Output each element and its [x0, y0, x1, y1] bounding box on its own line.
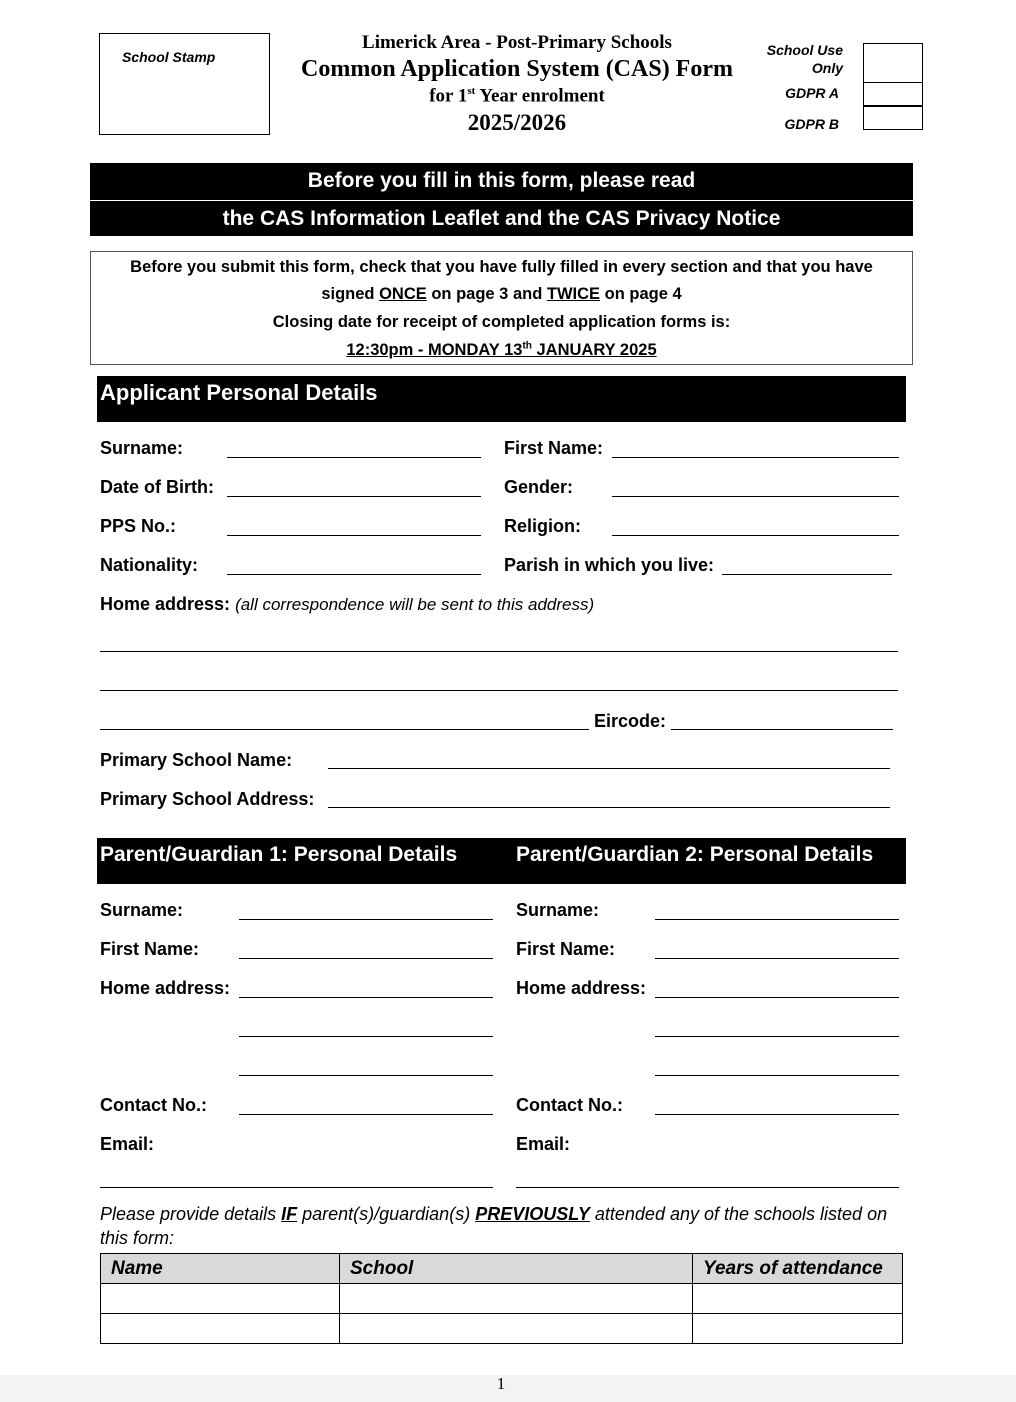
- gdpr-a-box[interactable]: [863, 82, 923, 106]
- pps-field[interactable]: [227, 535, 481, 536]
- dob-field[interactable]: [227, 496, 481, 497]
- table-cell-school[interactable]: [340, 1314, 693, 1344]
- parent2-address-line-2[interactable]: [655, 1036, 899, 1037]
- primary-school-address-field[interactable]: [328, 807, 890, 808]
- school-use-box[interactable]: [863, 43, 923, 83]
- primary-school-name-field[interactable]: [328, 768, 890, 769]
- col-name-header: Name: [101, 1254, 340, 1284]
- gdpr-a-label: GDPR A: [785, 85, 839, 101]
- surname-field[interactable]: [227, 457, 481, 458]
- parent2-address-line-1[interactable]: [655, 997, 899, 998]
- page-number: 1: [496, 1374, 506, 1393]
- applicant-section-title: Applicant Personal Details: [100, 380, 378, 405]
- school-use-label: School Use: [766, 42, 843, 58]
- home-address-label: Home address: (all correspondence will be sent to this address): [100, 594, 595, 614]
- parish-label: Parish in which you live:: [504, 555, 715, 575]
- first-name-field[interactable]: [612, 457, 899, 458]
- parents-section-header: [97, 838, 906, 884]
- dob-label: Date of Birth:: [100, 477, 214, 497]
- primary-school-name-label: Primary School Name:: [100, 750, 293, 770]
- gender-label: Gender:: [504, 477, 574, 497]
- parent2-contact-field[interactable]: [655, 1114, 899, 1115]
- col-school-header: School: [340, 1254, 693, 1284]
- parent1-contact-field[interactable]: [239, 1114, 493, 1115]
- gender-field[interactable]: [612, 496, 899, 497]
- col-years-header: Years of attendance: [693, 1254, 903, 1284]
- first-name-label: First Name:: [504, 438, 604, 458]
- parent2-email-field[interactable]: [516, 1187, 899, 1188]
- title-line-3: for 1st Year enrolment: [429, 85, 605, 107]
- religion-field[interactable]: [612, 535, 899, 536]
- parent1-address-line-2[interactable]: [239, 1036, 493, 1037]
- religion-label: Religion:: [504, 516, 581, 536]
- parent2-surname-label: Surname:: [516, 900, 600, 920]
- table-cell-years[interactable]: [693, 1314, 903, 1344]
- parent1-surname-field[interactable]: [239, 919, 493, 920]
- title-year: 2025/2026: [467, 110, 567, 135]
- home-address-line-3[interactable]: [100, 729, 589, 730]
- table-cell-name[interactable]: [101, 1284, 340, 1314]
- form-title: Common Application System (CAS) Form: [301, 56, 733, 82]
- parent1-first-name-field[interactable]: [239, 958, 493, 959]
- table-row: [101, 1314, 903, 1344]
- parent2-first-name-label: First Name:: [516, 939, 616, 959]
- table-row: [101, 1284, 903, 1314]
- gdpr-b-box[interactable]: [863, 106, 923, 130]
- parent2-first-name-field[interactable]: [655, 958, 899, 959]
- previous-attendance-instruction: Please provide details IF parent(s)/guardian(s) PREVIOUSLY attended any of the schools listed on this form:: [100, 1204, 888, 1248]
- parent1-address-line-1[interactable]: [239, 997, 493, 998]
- gdpr-b-label: GDPR B: [784, 116, 839, 132]
- parent1-email-field[interactable]: [100, 1187, 493, 1188]
- notice-line-2: signed ONCE on page 3 and TWICE on page 4: [321, 285, 682, 303]
- parent1-surname-label: Surname:: [100, 900, 184, 920]
- parent2-contact-label: Contact No.:: [516, 1095, 623, 1115]
- parent2-email-label: Email:: [516, 1134, 571, 1154]
- parish-field[interactable]: [722, 574, 892, 575]
- surname-label: Surname:: [100, 438, 184, 458]
- parent1-email-label: Email:: [100, 1134, 155, 1154]
- nationality-field[interactable]: [227, 574, 481, 575]
- home-address-note: (all correspondence will be sent to this address): [235, 595, 595, 614]
- table-header-row: [101, 1254, 903, 1284]
- pps-label: PPS No.:: [100, 516, 177, 536]
- parent1-first-name-label: First Name:: [100, 939, 200, 959]
- notice-line-1: Before you submit this form, check that you have fully filled in every section and that you have: [130, 258, 873, 276]
- banner-line-1: Before you fill in this form, please read: [307, 169, 696, 192]
- parent1-contact-label: Contact No.:: [100, 1095, 207, 1115]
- eircode-label: Eircode:: [594, 711, 667, 731]
- previous-attendance-table: [100, 1253, 903, 1344]
- parent2-home-address-label: Home address:: [516, 978, 647, 998]
- eircode-field[interactable]: [671, 729, 893, 730]
- school-use-only-label: Only: [811, 60, 843, 76]
- nationality-label: Nationality:: [100, 555, 199, 575]
- instruction-banner: [90, 163, 913, 236]
- home-address-line-2[interactable]: [100, 690, 898, 691]
- table-cell-school[interactable]: [340, 1284, 693, 1314]
- notice-line-3: Closing date for receipt of completed application forms is:: [272, 313, 731, 331]
- submission-notice: [90, 251, 913, 365]
- table-cell-years[interactable]: [693, 1284, 903, 1314]
- parent2-section-title: Parent/Guardian 2: Personal Details: [516, 843, 874, 866]
- table-cell-name[interactable]: [101, 1314, 340, 1344]
- primary-school-address-label: Primary School Address:: [100, 789, 315, 809]
- parent1-home-address-label: Home address:: [100, 978, 231, 998]
- school-stamp-label: School Stamp: [122, 49, 216, 65]
- closing-date: 12:30pm - MONDAY 13th JANUARY 2025: [346, 340, 657, 359]
- home-address-line-1[interactable]: [100, 651, 898, 652]
- parent2-surname-field[interactable]: [655, 919, 899, 920]
- banner-line-2: the CAS Information Leaflet and the CAS Privacy Notice: [222, 207, 781, 230]
- parent1-section-title: Parent/Guardian 1: Personal Details: [100, 843, 458, 866]
- parent1-address-line-3[interactable]: [239, 1075, 493, 1076]
- title-line-1: Limerick Area - Post-Primary Schools: [362, 32, 672, 53]
- parent2-address-line-3[interactable]: [655, 1075, 899, 1076]
- applicant-section-header: [97, 376, 906, 422]
- school-stamp-box: [99, 33, 270, 135]
